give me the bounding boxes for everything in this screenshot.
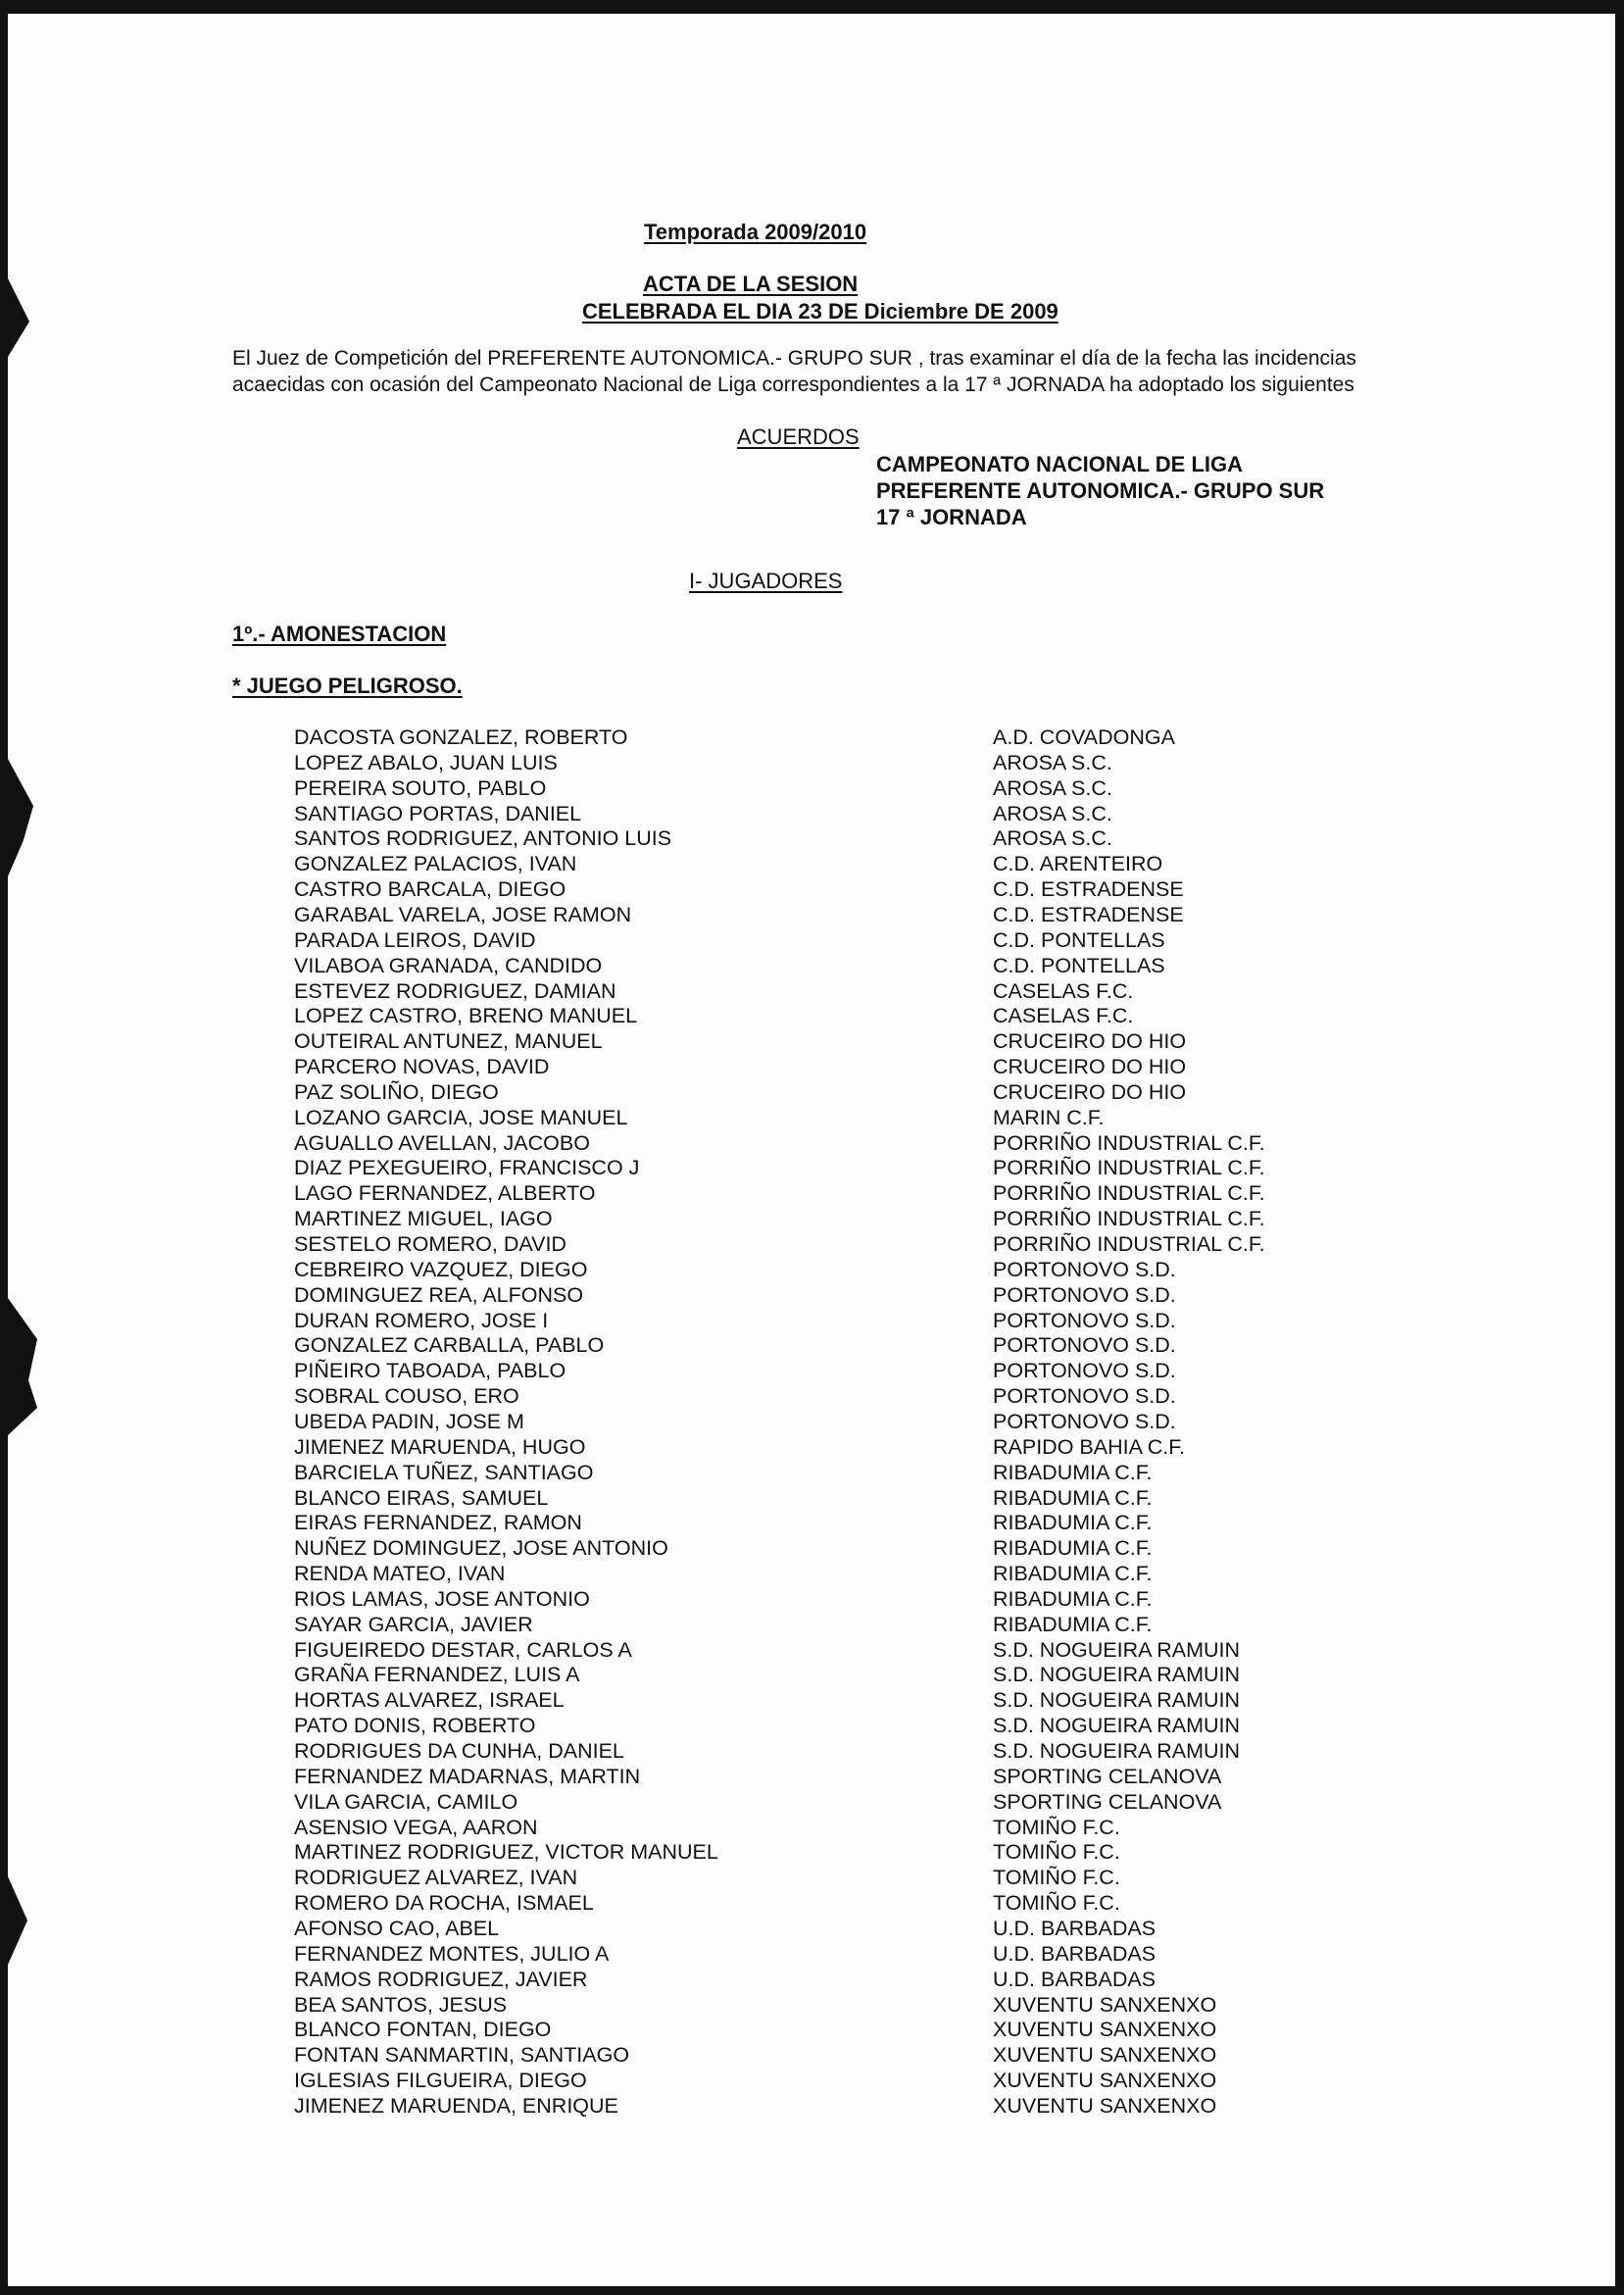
player-club: SPORTING CELANOVA — [993, 1764, 1222, 1788]
player-name: RENDA MATEO, IVAN — [294, 1562, 506, 1586]
player-club: C.D. ESTRADENSE — [993, 877, 1184, 902]
player-club: CASELAS F.C. — [993, 978, 1134, 1003]
player-club: A.D. COVADONGA — [993, 725, 1175, 749]
player-club: RIBADUMIA C.F. — [993, 1562, 1153, 1586]
player-name: PARCERO NOVAS, DAVID — [294, 1055, 550, 1079]
category-title: * JUEGO PELIGROSO. — [232, 674, 463, 698]
player-name: LOPEZ ABALO, JUAN LUIS — [294, 750, 558, 774]
player-name: OUTEIRAL ANTUNEZ, MANUEL — [294, 1029, 603, 1054]
player-club: S.D. NOGUEIRA RAMUIN — [993, 1714, 1241, 1738]
player-name: LOPEZ CASTRO, BRENO MANUEL — [294, 1004, 638, 1028]
player-name: FIGUEIREDO DESTAR, CARLOS A — [294, 1637, 632, 1662]
player-name: LOZANO GARCIA, JOSE MANUEL — [294, 1105, 628, 1129]
player-name: CEBREIRO VAZQUEZ, DIEGO — [294, 1257, 588, 1281]
subsection-title: 1º.- AMONESTACION — [232, 622, 447, 646]
player-club: S.D. NOGUEIRA RAMUIN — [993, 1688, 1241, 1713]
player-name: DURAN ROMERO, JOSE I — [294, 1308, 549, 1332]
player-name: JIMENEZ MARUENDA, ENRIQUE — [294, 2093, 618, 2118]
player-club: C.D. ARENTEIRO — [993, 852, 1163, 876]
player-club: RIBADUMIA C.F. — [993, 1511, 1153, 1535]
player-club: TOMIÑO F.C. — [993, 1891, 1120, 1916]
player-name: HORTAS ALVAREZ, ISRAEL — [294, 1688, 565, 1713]
player-name: DACOSTA GONZALEZ, ROBERTO — [294, 725, 628, 749]
player-club: PORRIÑO INDUSTRIAL C.F. — [993, 1232, 1265, 1256]
player-name: FONTAN SANMARTIN, SANTIAGO — [294, 2043, 630, 2068]
player-club: TOMIÑO F.C. — [993, 1840, 1120, 1865]
player-name: AGUALLO AVELLAN, JACOBO — [294, 1130, 590, 1155]
scan-edge-mark — [8, 1876, 27, 1965]
player-club: PORTONOVO S.D. — [993, 1308, 1176, 1332]
player-name: LAGO FERNANDEZ, ALBERTO — [294, 1181, 596, 1206]
player-club: RIBADUMIA C.F. — [993, 1460, 1153, 1484]
player-name: SANTIAGO PORTAS, DANIEL — [294, 801, 582, 825]
player-club: S.D. NOGUEIRA RAMUIN — [993, 1739, 1241, 1763]
acuerdos-label: ACUERDOS — [737, 424, 860, 449]
intro-paragraph — [232, 345, 1356, 398]
player-name: VILABOA GRANADA, CANDIDO — [294, 953, 603, 977]
player-name: ASENSIO VEGA, AARON — [294, 1815, 538, 1839]
player-club: PORRIÑO INDUSTRIAL C.F. — [993, 1130, 1265, 1155]
player-club: C.D. PONTELLAS — [993, 953, 1165, 977]
player-name: DOMINGUEZ REA, ALFONSO — [294, 1282, 584, 1307]
player-name: SANTOS RODRIGUEZ, ANTONIO LUIS — [294, 826, 672, 851]
player-name: RIOS LAMAS, JOSE ANTONIO — [294, 1586, 590, 1611]
player-club: PORRIÑO INDUSTRIAL C.F. — [993, 1207, 1265, 1231]
player-club: CASELAS F.C. — [993, 1004, 1134, 1028]
season-title: Temporada 2009/2010 — [644, 220, 867, 244]
competition-name: CAMPEONATO NACIONAL DE LIGA — [876, 452, 1244, 476]
player-name: PEREIRA SOUTO, PABLO — [294, 775, 547, 800]
player-name: RODRIGUEZ ALVAREZ, IVAN — [294, 1866, 578, 1890]
player-club: XUVENTU SANXENXO — [993, 2018, 1217, 2042]
player-name: ROMERO DA ROCHA, ISMAEL — [294, 1891, 594, 1916]
player-club: PORTONOVO S.D. — [993, 1282, 1176, 1307]
player-name: GRAÑA FERNANDEZ, LUIS A — [294, 1663, 580, 1687]
player-name: CASTRO BARCALA, DIEGO — [294, 877, 566, 902]
player-name: MARTINEZ RODRIGUEZ, VICTOR MANUEL — [294, 1840, 718, 1865]
player-name: VILA GARCIA, CAMILO — [294, 1789, 518, 1814]
player-name: MARTINEZ MIGUEL, IAGO — [294, 1207, 553, 1231]
player-name: BEA SANTOS, JESUS — [294, 1992, 508, 2017]
player-club: AROSA S.C. — [993, 750, 1112, 774]
player-club: U.D. BARBADAS — [993, 1941, 1156, 1966]
player-club: CRUCEIRO DO HIO — [993, 1029, 1187, 1054]
player-club: S.D. NOGUEIRA RAMUIN — [993, 1663, 1241, 1687]
player-name: GONZALEZ CARBALLA, PABLO — [294, 1333, 605, 1358]
player-club: XUVENTU SANXENXO — [993, 2093, 1217, 2118]
player-club: C.D. ESTRADENSE — [993, 902, 1184, 926]
player-club: AROSA S.C. — [993, 775, 1112, 800]
player-club: RIBADUMIA C.F. — [993, 1612, 1153, 1636]
player-club: RAPIDO BAHIA C.F. — [993, 1434, 1185, 1459]
player-club: RIBADUMIA C.F. — [993, 1536, 1153, 1561]
intro-line-1: El Juez de Competición del PREFERENTE AUTONOMICA.- GRUPO SUR , tras examinar el día de la fecha las incidencias — [232, 347, 1356, 370]
player-name: BARCIELA TUÑEZ, SANTIAGO — [294, 1460, 594, 1484]
player-name: EIRAS FERNANDEZ, RAMON — [294, 1511, 582, 1535]
competition-round: 17 ª JORNADA — [876, 505, 1027, 529]
player-club: SPORTING CELANOVA — [993, 1789, 1222, 1814]
player-name: PATO DONIS, ROBERTO — [294, 1714, 536, 1738]
player-name: DIAZ PEXEGUEIRO, FRANCISCO J — [294, 1156, 640, 1180]
acta-date: CELEBRADA EL DIA 23 DE Diciembre DE 2009 — [582, 299, 1058, 324]
player-name: ESTEVEZ RODRIGUEZ, DAMIAN — [294, 978, 616, 1003]
player-name: BLANCO FONTAN, DIEGO — [294, 2018, 552, 2042]
player-name: PAZ SOLIÑO, DIEGO — [294, 1079, 499, 1104]
player-club: U.D. BARBADAS — [993, 1967, 1156, 1991]
scan-edge-mark — [8, 759, 33, 876]
player-name: GONZALEZ PALACIOS, IVAN — [294, 852, 577, 876]
player-name: PIÑEIRO TABOADA, PABLO — [294, 1359, 566, 1383]
player-name: SOBRAL COUSO, ERO — [294, 1384, 519, 1409]
player-club: TOMIÑO F.C. — [993, 1866, 1120, 1890]
scan-edge-mark — [8, 1298, 37, 1435]
player-name: GARABAL VARELA, JOSE RAMON — [294, 902, 632, 926]
player-name: SAYAR GARCIA, JAVIER — [294, 1612, 533, 1636]
competition-group: PREFERENTE AUTONOMICA.- GRUPO SUR — [876, 478, 1325, 503]
player-name: RODRIGUES DA CUNHA, DANIEL — [294, 1739, 624, 1763]
player-club: PORTONOVO S.D. — [993, 1257, 1176, 1281]
player-name: NUÑEZ DOMINGUEZ, JOSE ANTONIO — [294, 1536, 668, 1561]
player-name: JIMENEZ MARUENDA, HUGO — [294, 1434, 586, 1459]
player-club: C.D. PONTELLAS — [993, 927, 1165, 952]
player-club: CRUCEIRO DO HIO — [993, 1055, 1187, 1079]
player-name: UBEDA PADIN, JOSE M — [294, 1409, 524, 1433]
intro-line-2: acaecidas con ocasión del Campeonato Nacional de Liga correspondientes a la 17 ª JORNADA ha adoptado los siguientes — [232, 374, 1354, 396]
player-club: AROSA S.C. — [993, 826, 1112, 851]
player-name: IGLESIAS FILGUEIRA, DIEGO — [294, 2069, 587, 2093]
player-name: PARADA LEIROS, DAVID — [294, 927, 536, 952]
player-club: RIBADUMIA C.F. — [993, 1586, 1153, 1611]
player-name: AFONSO CAO, ABEL — [294, 1916, 500, 1940]
player-name: BLANCO EIRAS, SAMUEL — [294, 1485, 549, 1510]
player-club: PORTONOVO S.D. — [993, 1333, 1176, 1358]
player-name: FERNANDEZ MADARNAS, MARTIN — [294, 1764, 641, 1788]
player-club: XUVENTU SANXENXO — [993, 1992, 1217, 2017]
player-club: PORTONOVO S.D. — [993, 1409, 1176, 1433]
section-title: I- JUGADORES — [689, 569, 843, 593]
player-club: PORTONOVO S.D. — [993, 1384, 1176, 1409]
player-club: XUVENTU SANXENXO — [993, 2043, 1217, 2068]
player-club: TOMIÑO F.C. — [993, 1815, 1120, 1839]
acta-title: ACTA DE LA SESION — [643, 272, 859, 296]
player-name: SESTELO ROMERO, DAVID — [294, 1232, 566, 1256]
player-club: CRUCEIRO DO HIO — [993, 1079, 1187, 1104]
player-club: S.D. NOGUEIRA RAMUIN — [993, 1637, 1241, 1662]
scan-edge-mark — [8, 278, 29, 357]
player-club: PORRIÑO INDUSTRIAL C.F. — [993, 1181, 1265, 1206]
player-club: RIBADUMIA C.F. — [993, 1485, 1153, 1510]
player-club: AROSA S.C. — [993, 801, 1112, 825]
player-club: XUVENTU SANXENXO — [993, 2069, 1217, 2093]
player-club: PORTONOVO S.D. — [993, 1359, 1176, 1383]
player-club: U.D. BARBADAS — [993, 1916, 1156, 1940]
player-club: MARIN C.F. — [993, 1105, 1105, 1129]
player-name: FERNANDEZ MONTES, JULIO A — [294, 1941, 610, 1966]
player-name: RAMOS RODRIGUEZ, JAVIER — [294, 1967, 588, 1991]
player-club: PORRIÑO INDUSTRIAL C.F. — [993, 1156, 1265, 1180]
